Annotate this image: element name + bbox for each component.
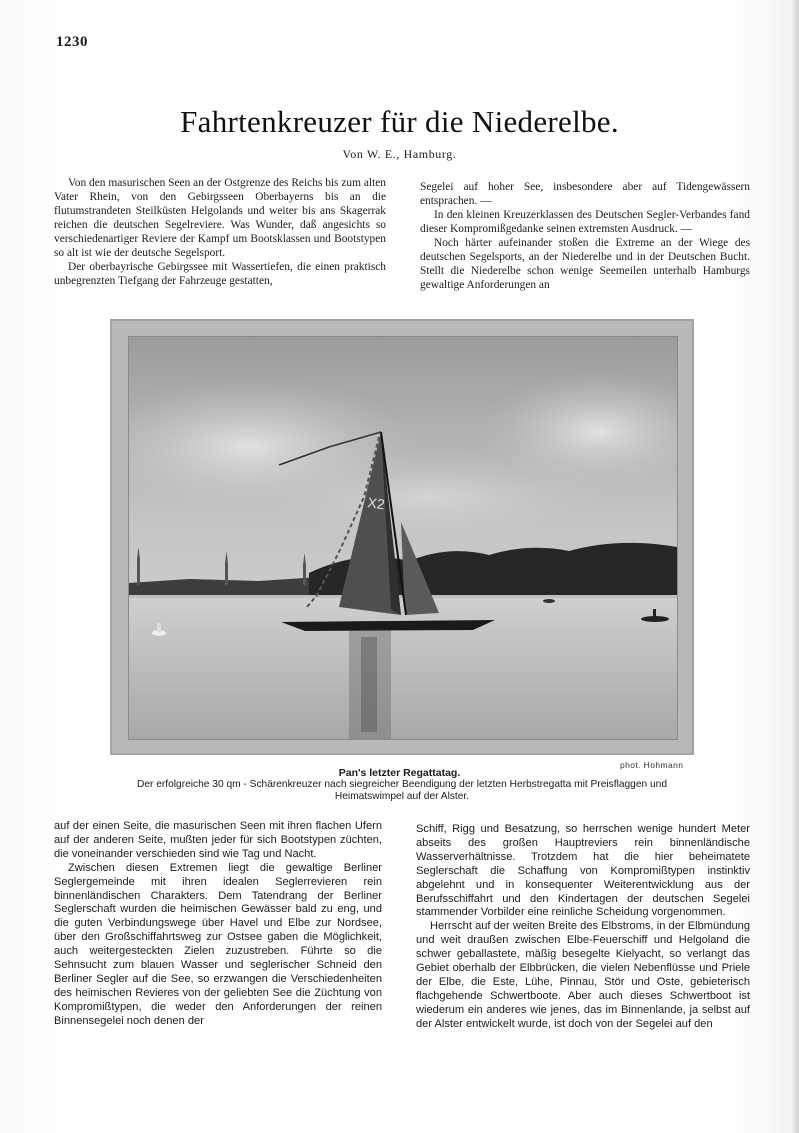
paragraph: Schiff, Rigg und Besatzung, so herrschen wenige hundert Meter abseits des großen Hauptreviers rein binnenländische Wasserverhältnisse. Trotzdem hat die hier beheimatete Seglerschaft die Schaffung von Kompromißtypen instinktiv abgelehnt und in konsequenter Weiterentwicklung aus der Berufsschiffahrt und den Kindertagen der deutschen Segelei stammender Vorbilder eine reinliche Scheidung vorgenommen. xyxy=(416,823,750,919)
paragraph: Der oberbayrische Gebirgssee mit Wassertiefen, die einen praktisch unbegrenzten Tiefgang der Fahrzeuge gestatten, xyxy=(54,261,386,287)
page-edge xyxy=(793,0,799,1133)
column-top-left xyxy=(54,176,386,288)
caption-text: Der erfolgreiche 30 qm - Schärenkreuzer nach siegreicher Beendigung der letzten Herbstregatta mit Preisflaggen und Heimatswimpel auf der Alster. xyxy=(136,779,668,802)
paragraph: Von den masurischen Seen an der Ostgrenze des Reichs bis zum alten Vater Rhein, von den Gebirgsseen Oberbayerns bis an die flutumstrandeten Steilküsten Helgolands und weiter bis ans Skagerrak reichen die deutschen Segelreviere. Was Wunder, daß angesichts so verschiedenartiger Reviere der Kampf um Bootsklassen und Bootstypen so alt ist wie der deutsche Segelsport. xyxy=(54,177,386,259)
paragraph: In den kleinen Kreuzerklassen des Deutschen Segler-Verbandes fand dieser Kompromißgedanke seinen extremsten Ausdruck. — xyxy=(420,209,750,235)
paragraph: Segelei auf hoher See, insbesondere aber auf Tidengewässern entsprachen. — xyxy=(420,181,750,207)
caption-title: Pan's letzter Regattatag. xyxy=(338,767,461,779)
page-number: 1230 xyxy=(56,34,88,50)
paragraph: Herrscht auf der weiten Breite des Elbstroms, in der Elbmündung und weit draußen zwischen Elbe-Feuerschiff und Helgoland die schwer geballastete, mäßig besegelte Kielyacht, so verlangt das Gebiet oberhalb der Elbbrücken, die vielen Nebenflüsse und Priele der Elbe, die Este, Lühe, Pinnau, Stör und Oste, gebieterisch flachgehende Schwertboote. Aber auch dieses Schwertboot ist wiederum ein anderes wie jenes, das im Binnenlande, ja selbst auf der Alster entwickelt wurde, ist doch von der Segelei auf den xyxy=(416,920,750,1030)
column-bottom-right xyxy=(416,823,750,1032)
article-title: Fahrtenkreuzer für die Niederelbe. xyxy=(180,104,619,139)
paragraph: auf der einen Seite, die masurischen Seen mit ihren flachen Ufern auf der anderen Seite, mußten jeder für sich Bootstypen züchten, die voneinander verschieden sind wie Tag und Nacht. xyxy=(54,820,382,860)
column-top-right xyxy=(420,180,750,292)
sail-number: X2 xyxy=(366,494,386,513)
paragraph: Noch härter aufeinander stoßen die Extreme an der Wiege des deutschen Segelsports, an der Niederelbe und in der Deutschen Bucht. Stellt die Niederelbe schon wenige Seemeilen unterhalb Hamburgs gewaltige Anforderungen an xyxy=(420,237,750,291)
photo-credit: phot. Hohmann xyxy=(620,760,684,770)
paragraph: Zwischen diesen Extremen liegt die gewaltige Berliner Seglergemeinde mit ihren idealen Seglerrevieren rein binnenländischen Charakters. Dem Tatendrang der Berliner Seglerschaft wurden die heimischen Gewässer bald zu eng, und die guten Verbindungswege über Havel und Elbe zur Nordsee, über den Großschiffahrtsweg zur Ostsee gaben die Möglichkeit, auch weitergesteckten Zielen zuzustreben. Führte so die Sehnsucht zum blauen Wasser und seglerischer Schneid den Berliner Segler auf die See, so erzwangen die Verschiedenheiten des heimischen Revieres von der geliebten See die Züchtung von Kompromißtypen, die weder den Anforderungen der reinen Binnensegelei noch denen der xyxy=(54,861,382,1027)
byline: Von W. E., Hamburg. xyxy=(342,147,457,161)
regatta-photo xyxy=(128,336,678,740)
column-bottom-left xyxy=(54,820,382,1029)
